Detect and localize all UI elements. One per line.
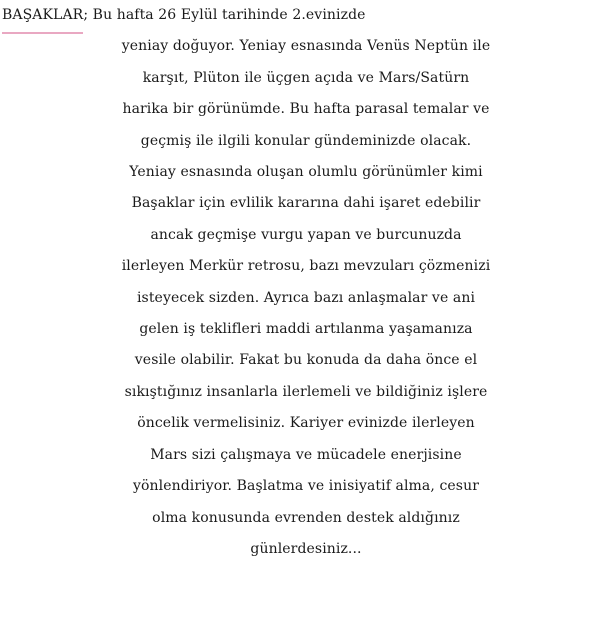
article-line-1 bbox=[0, 0, 612, 31]
article-line-17: olma konusunda evrenden destek aldığınız bbox=[152, 509, 460, 526]
article-line-2: yeniay doğuyor. Yeniay esnasında Venüs Neptün ile bbox=[121, 38, 491, 55]
article-line-7: Başaklar için evlilik kararına dahi işaret edebilir bbox=[131, 195, 481, 212]
article-line-14: öncelik vermelisiniz. Kariyer evinizde ilerleyen bbox=[137, 415, 475, 432]
article-line-15: Mars sizi çalışmaya ve mücadele enerjisine bbox=[150, 446, 462, 463]
article-line-10: isteyecek sizden. Ayrıca bazı anlaşmalar ve ani bbox=[136, 289, 476, 306]
article-line-6: Yeniay esnasında oluşan olumlu görünümler kimi bbox=[129, 164, 483, 181]
article-line-18: günlerdesiniz... bbox=[250, 540, 362, 557]
first-line-text: ; Bu hafta 26 Eylül tarihinde 2.evinizde bbox=[83, 7, 366, 23]
article-line-9: ilerleyen Merkür retrosu, bazı mevzuları çözmenizi bbox=[121, 258, 491, 275]
article-line-16: yönlendiriyor. Başlatma ve inisiyatif alma, cesur bbox=[132, 478, 479, 495]
article-line-13: sıkıştığınız insanlarla ilerlemeli ve bildiğiniz işlere bbox=[124, 383, 488, 400]
article-line-5: geçmiş ile ilgili konular gündeminizde olacak. bbox=[140, 132, 472, 149]
article-line-3: karşıt, Plüton ile üçgen açıda ve Mars/Satürn bbox=[142, 69, 470, 86]
sign-heading: BAŞAKLAR bbox=[2, 0, 83, 31]
article-line-8: ancak geçmişe vurgu yapan ve burcunuzda bbox=[150, 226, 462, 243]
article-line-11: gelen iş teklifleri maddi artılanma yaşamanıza bbox=[139, 321, 473, 338]
article-line-4: harika bir görünümde. Bu hafta parasal temalar ve bbox=[122, 101, 490, 118]
article-line-12: vesile olabilir. Fakat bu konuda da daha önce el bbox=[134, 352, 478, 369]
